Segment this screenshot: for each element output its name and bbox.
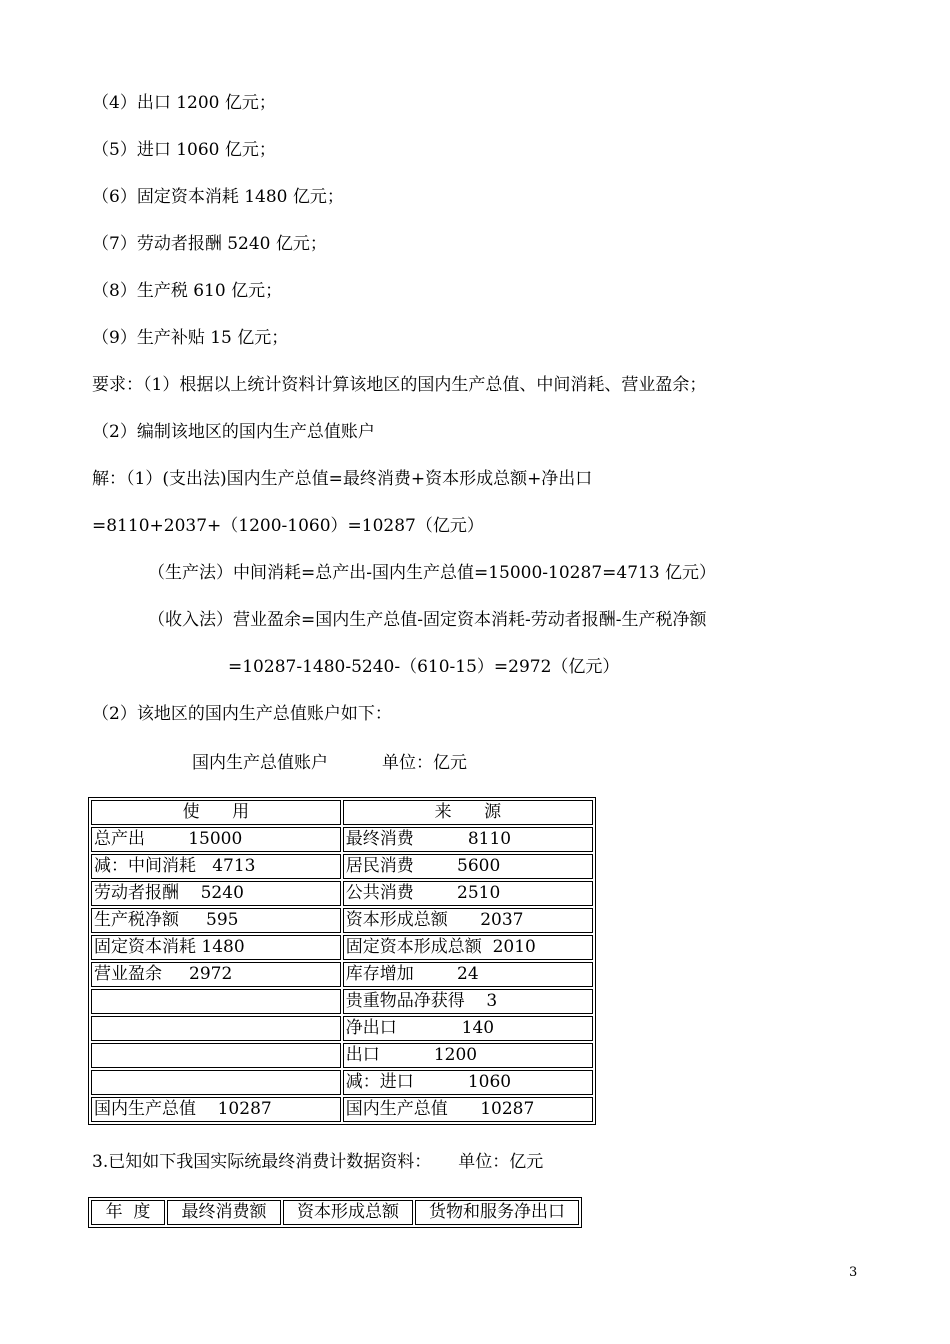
- item-8: （8）生产税 610 亿元；: [92, 281, 283, 301]
- header-capital-formation: 资本形成总额: [283, 1200, 413, 1225]
- solution-expenditure: 解：（1）(支出法)国内生产总值=最终消费+资本形成总额+净出口: [92, 469, 593, 489]
- table-header-row: [91, 800, 593, 825]
- uses-cell: 营业盈余 2972: [91, 962, 341, 987]
- table-row: [91, 1097, 593, 1122]
- uses-cell: [91, 1016, 341, 1041]
- consumption-data-table: [88, 1197, 582, 1228]
- table-row: [91, 935, 593, 960]
- uses-cell: [91, 1070, 341, 1095]
- header-uses: 使 用: [91, 800, 341, 825]
- table-row: [91, 827, 593, 852]
- requirement-1: 要求：（1）根据以上统计资料计算该地区的国内生产总值、中间消耗、营业盈余；: [92, 375, 707, 395]
- sources-cell: 净出口 140: [343, 1016, 593, 1041]
- uses-cell: 生产税净额 595: [91, 908, 341, 933]
- solution-income-calc: =10287-1480-5240-（610-15）=2972（亿元）: [228, 657, 620, 677]
- uses-cell: 总产出 15000: [91, 827, 341, 852]
- header-net-exports: 货物和服务净出口: [415, 1200, 579, 1225]
- sources-cell: 库存增加 24: [343, 962, 593, 987]
- sources-cell: 出口 1200: [343, 1043, 593, 1068]
- solution-production: （生产法）中间消耗=总产出-国内生产总值=15000-10287=4713 亿元）: [148, 563, 717, 583]
- uses-cell: [91, 989, 341, 1014]
- sources-cell: 固定资本形成总额 2010: [343, 935, 593, 960]
- item-6: （6）固定资本消耗 1480 亿元；: [92, 187, 344, 207]
- solution-income: （收入法）营业盈余=国内生产总值-固定资本消耗-劳动者报酬-生产税净额: [148, 610, 707, 630]
- table-row: [91, 1016, 593, 1041]
- header-year: 年 度: [91, 1200, 165, 1225]
- uses-cell: 国内生产总值 10287: [91, 1097, 341, 1122]
- sources-cell: 资本形成总额 2037: [343, 908, 593, 933]
- table-row: [91, 881, 593, 906]
- page-number: 3: [849, 1265, 858, 1280]
- question-3: 3.已知如下我国实际统最终消费计数据资料： 单位：亿元: [92, 1152, 544, 1172]
- uses-cell: 劳动者报酬 5240: [91, 881, 341, 906]
- table-header-row: [91, 1200, 579, 1225]
- sources-cell: 最终消费 8110: [343, 827, 593, 852]
- sources-cell: 贵重物品净获得 3: [343, 989, 593, 1014]
- table-row: [91, 1043, 593, 1068]
- table-row: [91, 908, 593, 933]
- header-sources: 来 源: [343, 800, 593, 825]
- sources-cell: 公共消费 2510: [343, 881, 593, 906]
- requirement-2: （2）编制该地区的国内生产总值账户: [92, 422, 375, 442]
- item-5: （5）进口 1060 亿元；: [92, 140, 276, 160]
- sources-cell: 国内生产总值 10287: [343, 1097, 593, 1122]
- header-final-consumption: 最终消费额: [167, 1200, 281, 1225]
- uses-cell: 固定资本消耗 1480: [91, 935, 341, 960]
- uses-cell: [91, 1043, 341, 1068]
- item-4: （4）出口 1200 亿元；: [92, 93, 276, 113]
- table-row: [91, 962, 593, 987]
- account-title: 国内生产总值账户 单位：亿元: [192, 753, 468, 773]
- item-9: （9）生产补贴 15 亿元；: [92, 328, 289, 348]
- solution-expenditure-calc: =8110+2037+（1200-1060）=10287（亿元）: [92, 516, 484, 536]
- sources-cell: 居民消费 5600: [343, 854, 593, 879]
- table-row: [91, 989, 593, 1014]
- table-row: [91, 854, 593, 879]
- gdp-account-table: [88, 797, 596, 1125]
- uses-cell: 减：中间消耗 4713: [91, 854, 341, 879]
- solution-account-intro: （2）该地区的国内生产总值账户如下：: [92, 704, 392, 724]
- sources-cell: 减：进口 1060: [343, 1070, 593, 1095]
- table-row: [91, 1070, 593, 1095]
- item-7: （7）劳动者报酬 5240 亿元；: [92, 234, 327, 254]
